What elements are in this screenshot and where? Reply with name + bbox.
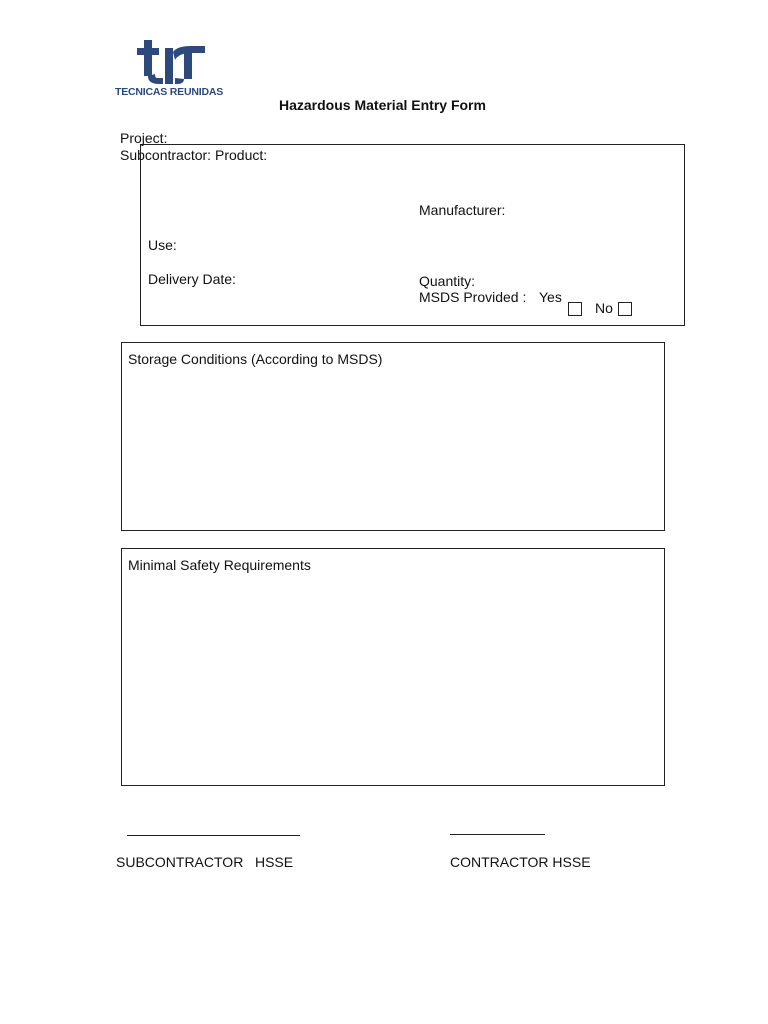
delivery-date-label: Delivery Date: [148, 271, 236, 287]
msds-yes-label: Yes [539, 289, 562, 305]
quantity-label: Quantity: [419, 273, 476, 289]
tr-logo-icon [135, 38, 211, 86]
company-logo [115, 38, 224, 100]
company-name: TECNICAS REUNIDAS [115, 86, 224, 98]
use-label: Use: [148, 237, 177, 253]
msds-no-checkbox[interactable] [618, 302, 632, 316]
msds-provided-label: MSDS Provided : [419, 289, 527, 305]
subcontractor-signature-line[interactable] [127, 835, 300, 836]
contractor-hsse-label: CONTRACTOR HSSE [450, 854, 591, 870]
storage-conditions-label: Storage Conditions (According to MSDS) [128, 351, 383, 367]
product-info-box [140, 144, 685, 326]
storage-conditions-box[interactable] [121, 342, 665, 531]
safety-requirements-box[interactable] [121, 548, 665, 786]
subcontractor-hsse-label: SUBCONTRACTOR HSSE [116, 854, 294, 870]
msds-no-label: No [595, 300, 613, 316]
subcontractor-label: Subcontractor: [120, 147, 212, 163]
manufacturer-label: Manufacturer: [419, 202, 506, 218]
contractor-signature-line[interactable] [450, 834, 545, 835]
safety-requirements-label: Minimal Safety Requirements [128, 557, 311, 573]
product-label: Product: [215, 147, 268, 163]
project-label: Project: [120, 130, 168, 146]
msds-yes-checkbox[interactable] [568, 302, 582, 316]
form-title: Hazardous Material Entry Form [279, 97, 486, 113]
